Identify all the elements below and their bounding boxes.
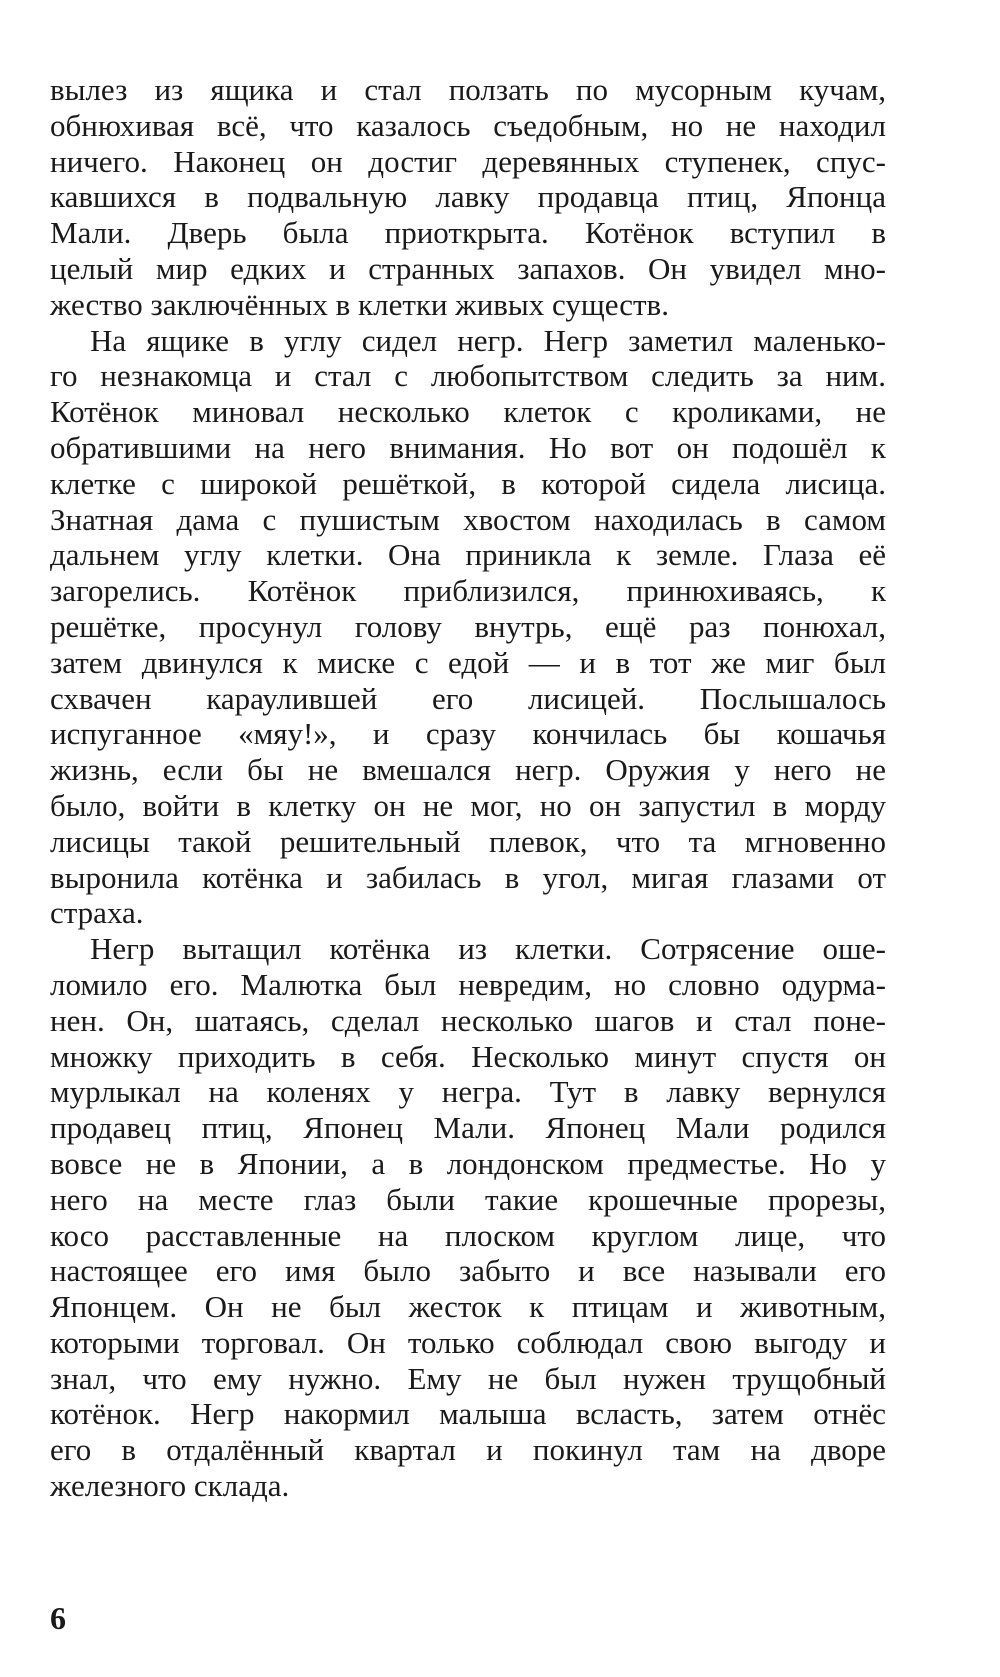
text-line: выронила котёнка и забилась в угол, мигая глазами от <box>50 859 886 895</box>
text-line: го незнакомца и стал с любопытством следить за ним. <box>50 358 886 394</box>
text-line: продавец птиц, Японец Мали. Японец Мали родился <box>50 1110 886 1146</box>
text-line: жество заключённых в клетки живых существ. <box>50 286 669 322</box>
body-text <box>50 72 886 1504</box>
text-line: испуганное «мяу!», и сразу кончилась бы кошачья <box>50 716 886 752</box>
text-line: целый мир едких и странных запахов. Он увидел мно- <box>50 250 886 286</box>
text-line: котёнок. Негр накормил малыша всласть, затем отнёс <box>50 1396 886 1432</box>
text-line: клетке с широкой решёткой, в которой сидела лисица. <box>50 465 886 501</box>
text-line: страха. <box>50 895 144 931</box>
text-line: мурлыкал на коленях у негра. Тут в лавку вернулся <box>50 1074 886 1110</box>
text-line: которыми торговал. Он только соблюдал свою выгоду и <box>50 1324 886 1360</box>
page-number: 6 <box>50 1600 66 1636</box>
text-line: затем двинулся к миске с едой — и в тот же миг был <box>50 644 886 680</box>
text-line: Котёнок миновал несколько клеток с кроликами, не <box>50 394 886 430</box>
text-line: Знатная дама с пушистым хвостом находилась в самом <box>50 501 886 537</box>
text-line: него на месте глаз были такие крошечные прорезы, <box>50 1181 886 1217</box>
text-line: косо расставленные на плоском круглом лице, что <box>50 1217 886 1253</box>
text-line: нен. Он, шатаясь, сделал несколько шагов и стал поне- <box>50 1002 886 1038</box>
text-line: знал, что ему нужно. Ему не был нужен трущобный <box>50 1360 886 1396</box>
text-line: вовсе не в Японии, а в лондонском предместье. Но у <box>50 1145 886 1181</box>
paragraph <box>50 72 886 323</box>
text-line: обнюхивая всё, что казалось съедобным, но не находил <box>50 107 886 143</box>
text-line: настоящее его имя было забыто и все называли его <box>50 1253 886 1289</box>
text-line: схвачен караулившей его лисицей. Послышалось <box>50 680 886 716</box>
text-line: было, войти в клетку он не мог, но он запустил в морду <box>50 787 886 823</box>
text-line: ломило его. Малютка был невредим, но словно одурма- <box>50 966 886 1002</box>
text-line: Мали. Дверь была приоткрыта. Котёнок вступил в <box>50 215 886 251</box>
text-line: лисицы такой решительный плевок, что та мгновенно <box>50 823 886 859</box>
text-line: железного склада. <box>50 1468 290 1504</box>
text-line: Японцем. Он не был жесток к птицам и животным, <box>50 1289 886 1325</box>
text-line: обратившими на него внимания. Но вот он подошёл к <box>50 429 886 465</box>
text-line: На ящике в углу сидел негр. Негр заметил маленько- <box>90 322 886 358</box>
text-line: решётке, просунул голову внутрь, ещё раз понюхал, <box>50 608 886 644</box>
paragraph <box>50 931 886 1504</box>
text-line: Негр вытащил котёнка из клетки. Сотрясение оше- <box>90 931 886 967</box>
text-line: жизнь, если бы не вмешался негр. Оружия у него не <box>50 752 886 788</box>
paragraph <box>50 323 886 932</box>
text-line: загорелись. Котёнок приблизился, принюхиваясь, к <box>50 573 886 609</box>
text-line: множку приходить в себя. Несколько минут спустя он <box>50 1038 886 1074</box>
text-line: его в отдалённый квартал и покинул там на дворе <box>50 1432 886 1468</box>
text-line: дальнем углу клетки. Она приникла к земле. Глаза её <box>50 537 886 573</box>
text-line: ничего. Наконец он достиг деревянных ступенек, спус- <box>50 143 886 179</box>
text-line: кавшихся в подвальную лавку продавца птиц, Японца <box>50 179 886 215</box>
text-line: вылез из ящика и стал ползать по мусорным кучам, <box>50 72 886 107</box>
